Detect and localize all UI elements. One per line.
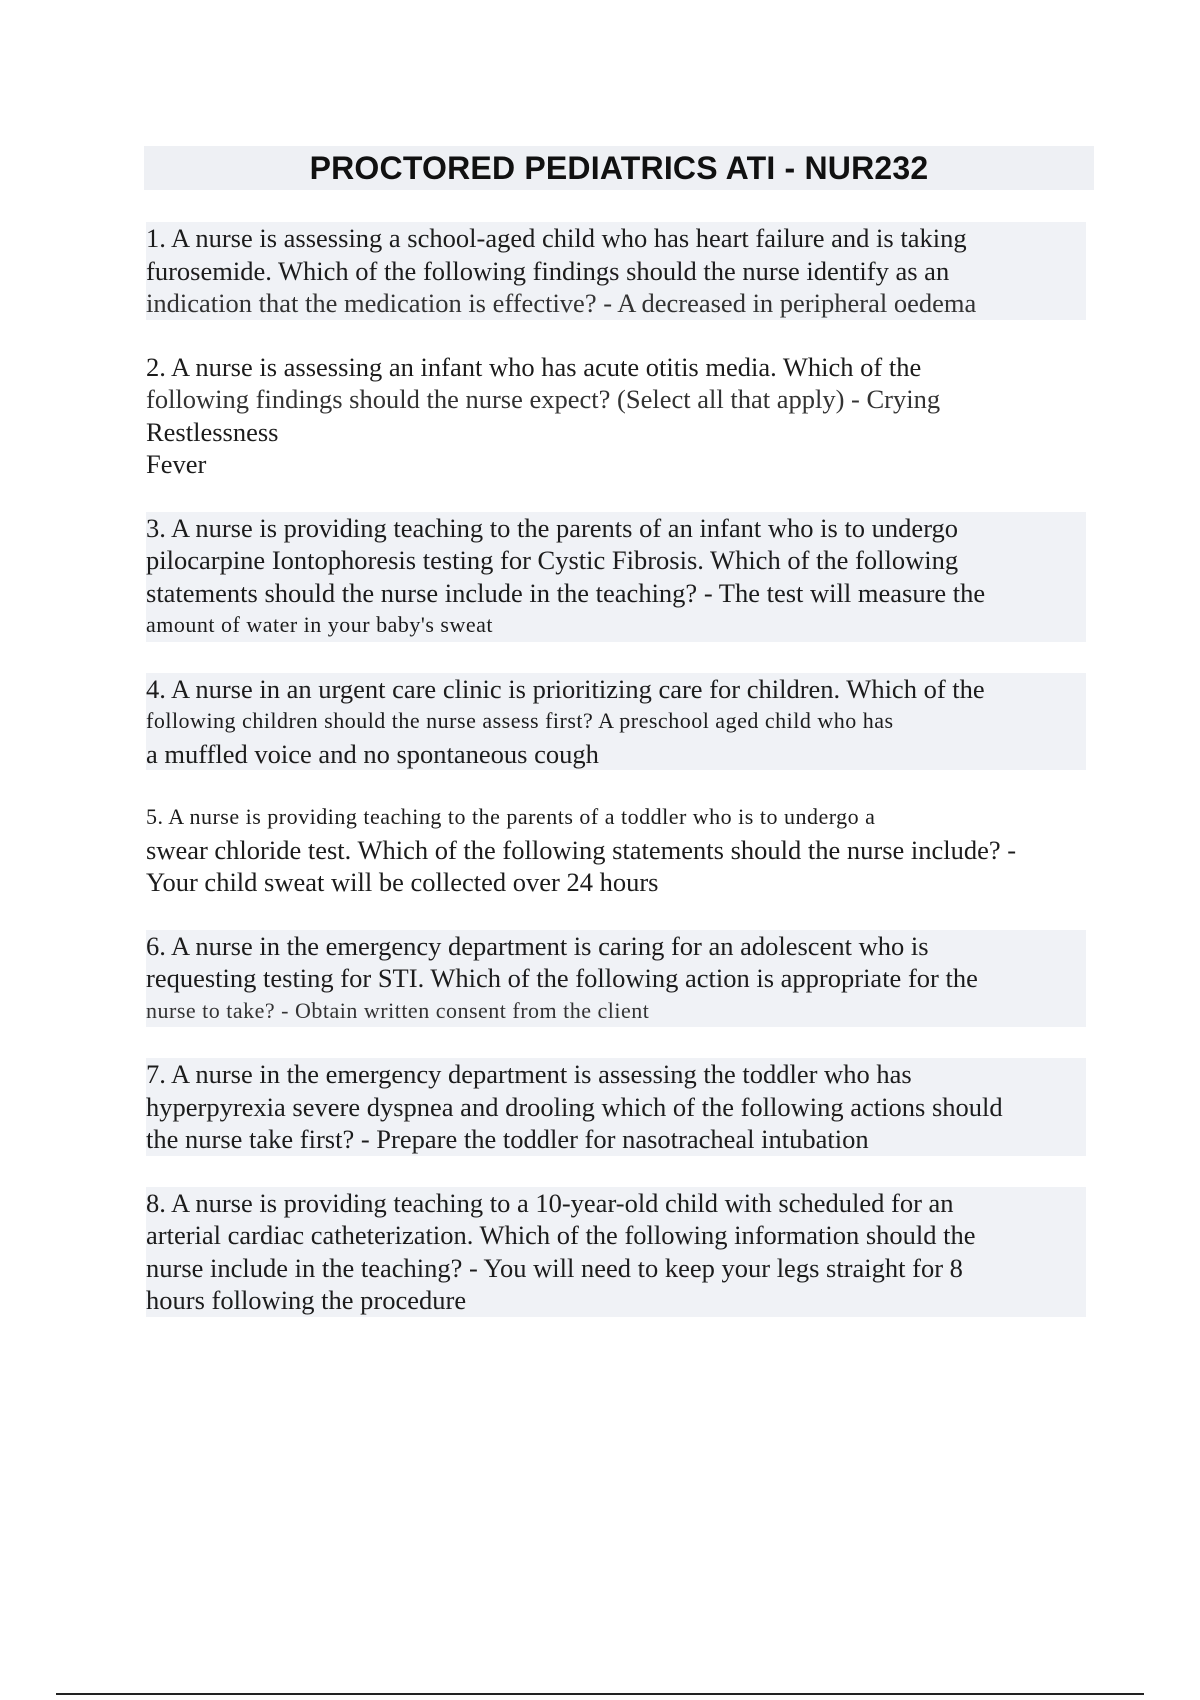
question-line: nurse include in the teaching? - You will need to keep your legs straight for 8 [146,1252,963,1283]
title-banner [144,146,1094,190]
question-7 [146,1058,1086,1156]
answer-line: Restlessness [146,416,279,447]
answer-line: Fever [146,449,207,479]
question-line: the nurse take first? - Prepare the toddler for nasotracheal intubation [146,1124,869,1154]
question-1 [146,222,1086,320]
question-line: requesting testing for STI. Which of the following action is appropriate for the [146,963,978,993]
question-line: swear chloride test. Which of the following statements should the nurse include? - [146,834,1017,865]
question-line: 6. A nurse in the emergency department is caring for an adolescent who is [146,930,929,961]
question-5 [146,801,1086,899]
question-line: 3. A nurse is providing teaching to the parents of an infant who is to undergo [146,512,959,543]
question-line: Your child sweat will be collected over 24 hours [146,867,659,897]
document-title: PROCTORED PEDIATRICS ATI - NUR232 [309,149,929,186]
question-6 [146,930,1086,1028]
question-line: nurse to take? - Obtain written consent from the client [146,997,650,1023]
bottom-divider [56,1693,1144,1695]
question-line: arterial cardiac catheterization. Which of the following information should the [146,1220,976,1250]
question-line: 4. A nurse in an urgent care clinic is prioritizing care for children. Which of the [146,673,985,704]
question-line: 8. A nurse is providing teaching to a 10-year-old child with scheduled for an [146,1187,954,1218]
question-line: hyperpyrexia severe dyspnea and drooling which of the following actions should [146,1091,1003,1122]
question-line: 2. A nurse is assessing an infant who has acute otitis media. Which of the [146,351,922,382]
question-line: pilocarpine Iontophoresis testing for Cystic Fibrosis. Which of the following [146,545,959,575]
question-line: 7. A nurse in the emergency department is assessing the toddler who has [146,1059,912,1089]
question-line: following findings should the nurse expect? (Select all that apply) - Crying [146,384,941,414]
question-2 [146,351,1086,481]
question-3 [146,512,1086,642]
question-4 [146,673,1086,771]
question-line: 1. A nurse is assessing a school-aged child who has heart failure and is taking [146,223,967,253]
question-line: furosemide. Which of the following findings should the nurse identify as an [146,255,950,286]
question-list [146,222,1086,1348]
question-line: indication that the medication is effective? - A decreased in peripheral oedema [146,288,977,318]
question-line: 5. A nurse is providing teaching to the parents of a toddler who is to undergo a [146,804,876,829]
question-line: following children should the nurse assess first? A preschool aged child who has [146,708,894,733]
question-line: hours following the procedure [146,1285,467,1315]
question-line: a muffled voice and no spontaneous cough [146,738,599,769]
question-8 [146,1187,1086,1317]
question-line: statements should the nurse include in the teaching? - The test will measure the [146,577,986,608]
question-line: amount of water in your baby's sweat [146,612,493,637]
